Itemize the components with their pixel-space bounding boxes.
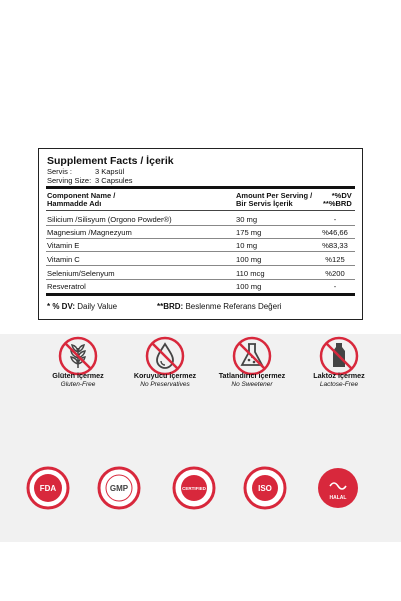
row-amount: 100 mg bbox=[236, 255, 262, 264]
row-name: Silicium /Silisyum (Orgono Powder®) bbox=[47, 215, 172, 224]
supplement-facts-panel bbox=[38, 148, 363, 320]
gmp-badge-icon bbox=[97, 466, 141, 510]
table-row bbox=[39, 239, 362, 251]
lactose-label: Laktoz içermez bbox=[313, 371, 365, 380]
row-dv: %200 bbox=[325, 269, 345, 278]
row-amount: 30 mg bbox=[236, 215, 258, 224]
row-amount: 10 mg bbox=[236, 241, 258, 250]
svg-text:CERTIFIED: CERTIFIED bbox=[182, 486, 206, 491]
row-name: Magnesium /Magnezyum bbox=[47, 228, 132, 237]
divider-thick bbox=[46, 186, 355, 189]
row-name: Resveratrol bbox=[47, 282, 86, 291]
svg-text:HALAL: HALAL bbox=[329, 495, 347, 501]
header-component: Component Name / Hammadde Adı bbox=[47, 191, 116, 208]
table-row bbox=[39, 253, 362, 265]
svg-text:FDA: FDA bbox=[39, 484, 57, 493]
features-band bbox=[0, 334, 401, 542]
table-row bbox=[39, 267, 362, 279]
table-row bbox=[39, 226, 362, 238]
divider bbox=[46, 210, 355, 211]
row-amount: 100 mg bbox=[236, 282, 262, 291]
serving-size-label: Serving Size: bbox=[47, 175, 92, 185]
iso-badge-icon bbox=[243, 466, 287, 510]
table-row bbox=[39, 213, 362, 225]
facts-title: Supplement Facts / İçerik bbox=[47, 155, 174, 167]
sweetener-label: Tatlandırıcı içermez bbox=[218, 371, 286, 380]
halal-badge-icon bbox=[316, 466, 360, 510]
row-dv: %125 bbox=[325, 255, 345, 264]
row-divider bbox=[46, 251, 355, 252]
table-row bbox=[39, 280, 362, 292]
header-amount: Amount Per Serving / Bir Servis İçerik bbox=[236, 191, 313, 208]
row-name: Vitamin C bbox=[47, 255, 80, 264]
servis-value: 3 Kapsül bbox=[95, 167, 125, 176]
fda-badge-icon bbox=[26, 466, 70, 510]
servis-label: Servis : bbox=[47, 167, 73, 176]
row-dv: - bbox=[333, 282, 337, 291]
footer-brd: **BRD: Beslenme Referans Değeri bbox=[157, 302, 282, 311]
feature-lactose-free bbox=[309, 334, 369, 414]
serving-info bbox=[47, 168, 133, 185]
row-name: Vitamin E bbox=[47, 241, 80, 250]
feature-gluten-free bbox=[48, 334, 108, 414]
svg-text:GMP: GMP bbox=[109, 484, 129, 493]
lactose-sub: Lactose-Free bbox=[319, 381, 359, 388]
preservatives-sub: No Preservatives bbox=[140, 381, 190, 388]
divider-thick bbox=[46, 293, 355, 296]
feature-no-preservatives bbox=[135, 334, 195, 414]
sweetener-sub: No Sweetener bbox=[231, 381, 273, 388]
row-dv: %46,66 bbox=[322, 228, 348, 237]
row-amount: 110 mcg bbox=[236, 269, 265, 278]
row-name: Selenium/Selenyum bbox=[47, 269, 115, 278]
footer-dv: * % DV: Daily Value bbox=[47, 302, 118, 311]
certified-badge-icon bbox=[172, 466, 216, 510]
header-dv: *%DV **%BRD bbox=[323, 191, 352, 208]
row-amount: 175 mg bbox=[236, 228, 262, 237]
row-dv: - bbox=[333, 215, 337, 224]
gluten-label: Glüten içermez bbox=[52, 371, 104, 380]
feature-no-sweetener bbox=[218, 334, 286, 414]
row-divider bbox=[46, 265, 355, 266]
svg-text:ISO: ISO bbox=[258, 484, 272, 493]
row-dv: %83,33 bbox=[322, 241, 348, 250]
preservatives-label: Koruyucu içermez bbox=[133, 371, 197, 380]
serving-size-value: 3 Capsules bbox=[95, 175, 133, 185]
gluten-sub: Gluten-Free bbox=[60, 381, 96, 388]
